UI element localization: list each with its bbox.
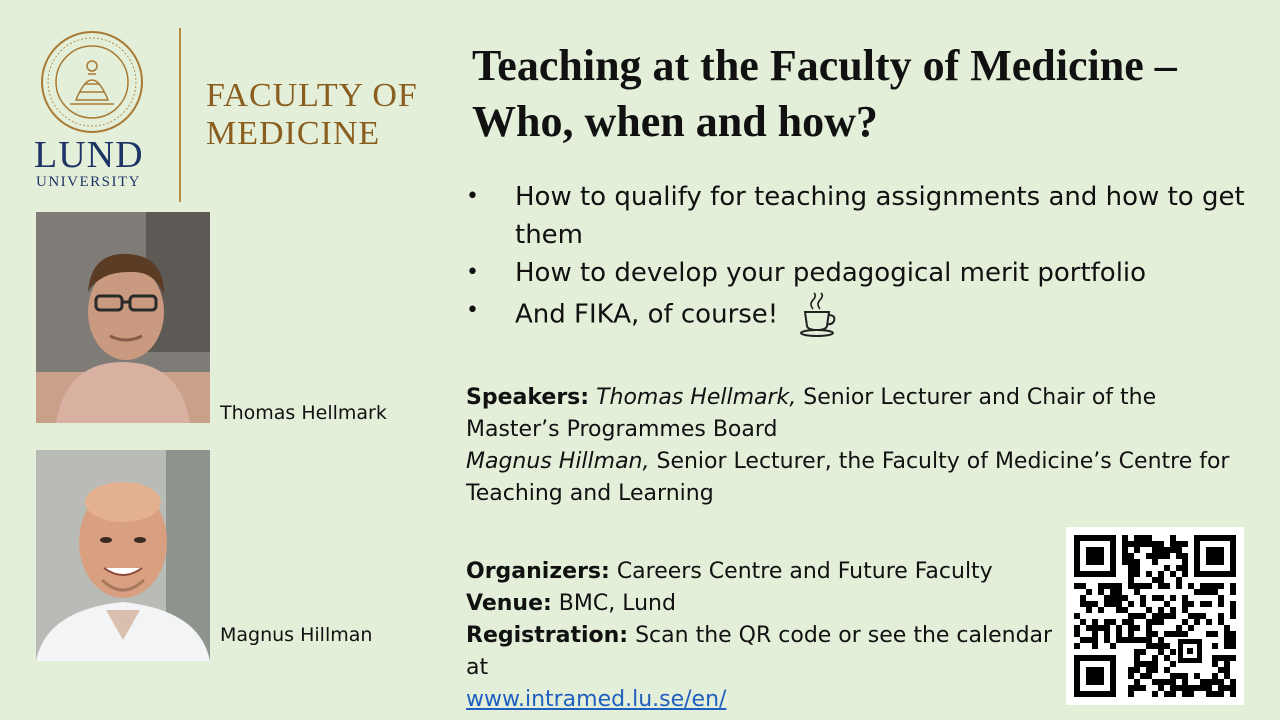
logo-divider xyxy=(179,28,181,202)
bullet-text: How to qualify for teaching assignments and how to get them xyxy=(515,182,1245,250)
slide-title: Teaching at the Faculty of Medicine – Who, when and how? xyxy=(472,41,1177,146)
university-wordmark: UNIVERSITY xyxy=(36,174,141,190)
coffee-cup-icon xyxy=(795,292,841,338)
registration-label: Registration: xyxy=(466,623,629,648)
speaker2-caption: Magnus Hillman xyxy=(220,624,373,646)
speaker1-photo xyxy=(36,212,210,423)
speaker1-caption: Thomas Hellmark xyxy=(220,402,387,424)
registration-link[interactable]: www.intramed.lu.se/en/ xyxy=(466,687,727,712)
registration-line xyxy=(466,620,1066,684)
bullet-item xyxy=(466,292,1266,338)
speaker1-name: Thomas Hellmark, xyxy=(596,385,797,410)
venue-line xyxy=(466,588,1066,620)
bullet-text: And FIKA, of course! xyxy=(515,299,779,330)
speaker2-photo xyxy=(36,450,210,661)
bullet-marker: • xyxy=(466,298,479,323)
speaker1-role: Senior Lecturer and Chair of the Master’s Programmes Board xyxy=(466,385,1157,442)
venue-label: Venue: xyxy=(466,591,552,616)
event-info-block xyxy=(466,556,1066,716)
bullet-text: How to develop your pedagogical merit portfolio xyxy=(515,258,1147,288)
organizers-label: Organizers: xyxy=(466,559,610,584)
bullet-marker: • xyxy=(466,184,479,209)
qr-code[interactable] xyxy=(1066,527,1244,705)
speakers-label: Speakers: xyxy=(466,385,590,410)
faculty-name-line2: MEDICINE xyxy=(206,115,381,152)
bullet-item xyxy=(466,178,1266,254)
bullet-marker: • xyxy=(466,260,479,285)
faculty-name-line1: FACULTY OF xyxy=(206,77,418,114)
speakers-block xyxy=(466,382,1256,510)
venue-value: BMC, Lund xyxy=(551,591,676,616)
organizers-value: Careers Centre and Future Faculty xyxy=(609,559,993,584)
speaker2-name: Magnus Hillman, xyxy=(466,449,650,474)
lund-university-seal-icon xyxy=(40,30,144,134)
lund-wordmark: LUND xyxy=(34,134,144,176)
organizers-line xyxy=(466,556,1066,588)
bullet-list xyxy=(466,178,1266,338)
speaker2-role: Senior Lecturer, the Faculty of Medicine’s Centre for Teaching and Learning xyxy=(466,449,1230,506)
bullet-item xyxy=(466,254,1266,292)
registration-value: Scan the QR code or see the calendar at xyxy=(466,623,1053,680)
